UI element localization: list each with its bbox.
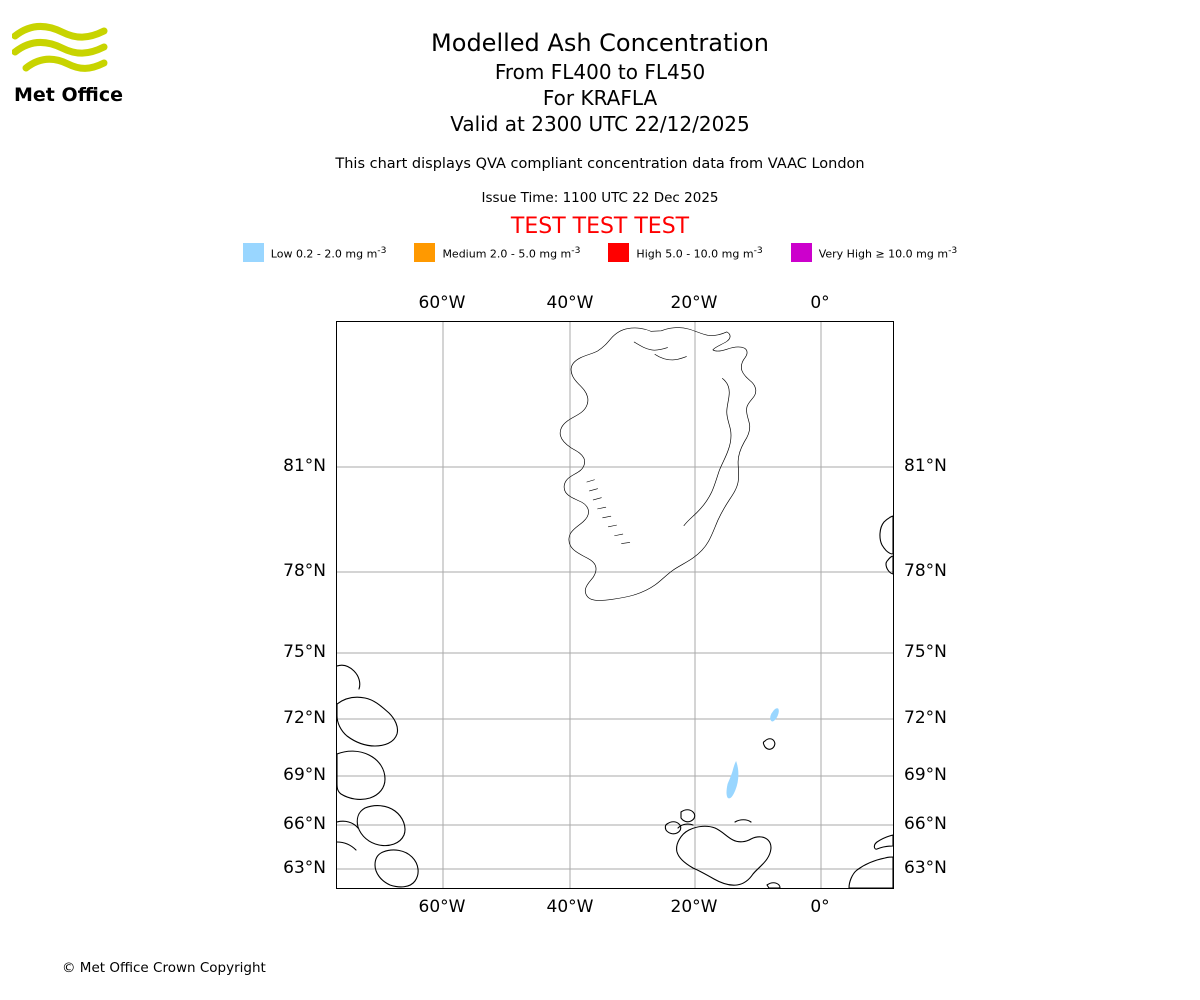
x-tick-20w-bottom: 20°W: [670, 897, 718, 917]
x-tick-20w-top: 20°W: [670, 293, 718, 313]
legend-label-very-high: [819, 245, 958, 261]
y-tick-63n-left: 63°N: [283, 858, 326, 878]
x-tick-60w-top: 60°W: [418, 293, 466, 313]
volcano-site: For KRAFLA: [542, 86, 658, 110]
y-tick-78n-right: 78°N: [904, 561, 947, 581]
valid-time: Valid at 2300 UTC 22/12/2025: [450, 112, 750, 136]
legend-exp-low: -3: [377, 244, 387, 256]
met-office-wordmark: Met Office: [14, 84, 123, 106]
legend-item-very-high: [791, 243, 958, 262]
y-tick-81n-left: 81°N: [283, 456, 326, 476]
chart-subtitle: This chart displays QVA compliant concentration data from VAAC London: [335, 156, 865, 172]
legend-item-medium: [414, 243, 580, 262]
legend-swatch-high: [608, 243, 629, 262]
y-tick-66n-left: 66°N: [283, 814, 326, 834]
coastline-paths: [337, 328, 893, 888]
map-svg: [337, 322, 893, 888]
issue-time: Issue Time: 1100 UTC 22 Dec 2025: [481, 190, 719, 206]
legend-item-low: [243, 243, 387, 262]
legend-swatch-low: [243, 243, 264, 262]
graticule-lines: [337, 322, 893, 888]
x-tick-0-bottom: 0°: [810, 897, 830, 917]
y-tick-75n-right: 75°N: [904, 642, 947, 662]
legend-exp-very-high: -3: [948, 244, 958, 256]
x-tick-40w-bottom: 40°W: [546, 897, 594, 917]
map-container: [283, 293, 947, 917]
legend-label-low: [271, 245, 387, 261]
copyright-notice: © Met Office Crown Copyright: [62, 960, 266, 976]
y-tick-78n-left: 78°N: [283, 561, 326, 581]
y-tick-75n-left: 75°N: [283, 642, 326, 662]
concentration-legend: [0, 243, 1200, 262]
x-tick-0-top: 0°: [810, 293, 830, 313]
legend-label-high: [636, 245, 762, 261]
y-tick-69n-left: 69°N: [283, 765, 326, 785]
legend-text-low: Low 0.2 - 2.0 mg m: [270, 247, 378, 261]
legend-exp-medium: -3: [571, 244, 581, 256]
legend-exp-high: -3: [753, 244, 763, 256]
test-banner: TEST TEST TEST: [510, 214, 690, 239]
map-plot-area[interactable]: [336, 321, 894, 889]
legend-text-very-high: Very High ≥ 10.0 mg m: [818, 247, 949, 261]
legend-item-high: [608, 243, 762, 262]
y-tick-72n-left: 72°N: [283, 708, 326, 728]
legend-swatch-very-high: [791, 243, 812, 262]
legend-text-high: High 5.0 - 10.0 mg m: [636, 247, 754, 261]
legend-swatch-medium: [414, 243, 435, 262]
y-tick-69n-right: 69°N: [904, 765, 947, 785]
x-tick-60w-bottom: 60°W: [418, 897, 466, 917]
legend-text-medium: Medium 2.0 - 5.0 mg m: [442, 247, 572, 261]
flight-level-range: From FL400 to FL450: [494, 60, 706, 84]
ash-concentration-low: [727, 709, 778, 798]
y-tick-66n-right: 66°N: [904, 814, 947, 834]
y-tick-72n-right: 72°N: [904, 708, 947, 728]
x-tick-40w-top: 40°W: [546, 293, 594, 313]
y-tick-81n-right: 81°N: [904, 456, 947, 476]
page-title: [0, 28, 1200, 137]
y-tick-63n-right: 63°N: [904, 858, 947, 878]
chart-title: Modelled Ash Concentration: [431, 29, 769, 57]
legend-label-medium: [442, 245, 580, 261]
